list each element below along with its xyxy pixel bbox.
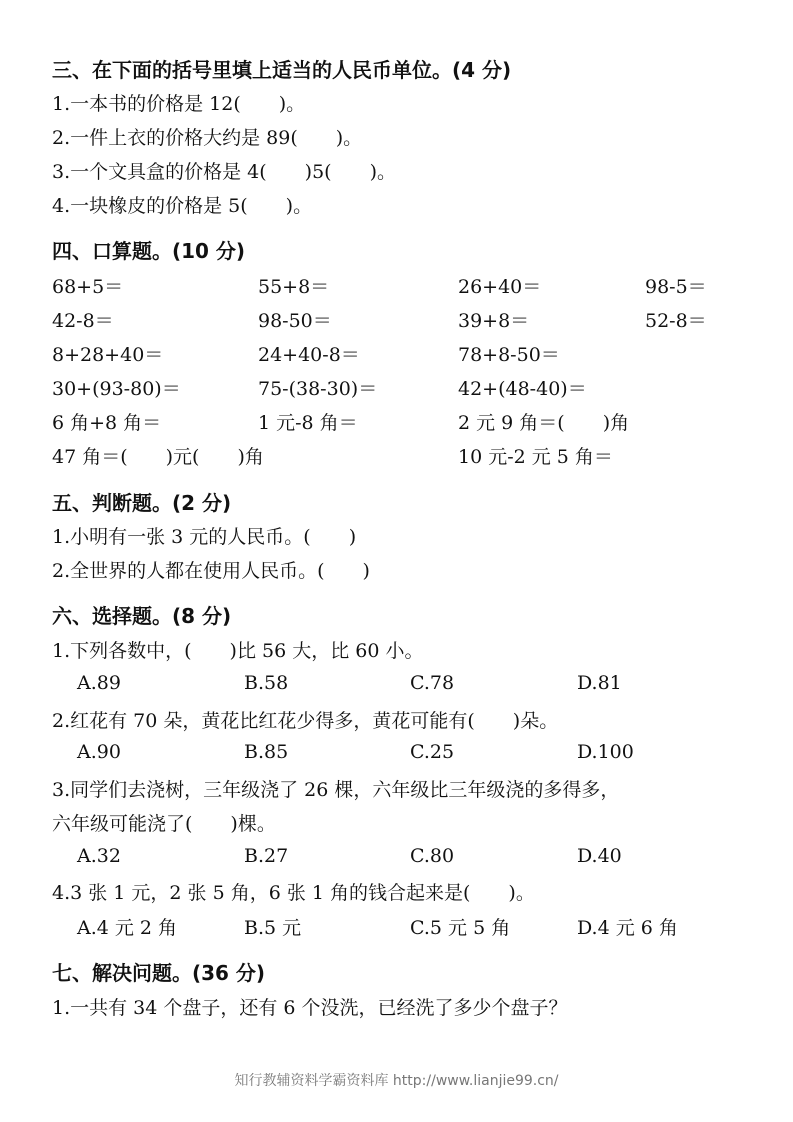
s6-q2-option-b: B.85 xyxy=(244,741,289,763)
s6-q2-option-c: C.25 xyxy=(410,741,455,763)
calc-r1-c1: 68+5＝ xyxy=(52,276,124,298)
s3-item-4: 4.一块橡皮的价格是 5( )。 xyxy=(52,195,313,217)
calc-r2-c1: 42-8＝ xyxy=(52,310,114,332)
calc-r6-c3: 10 元-2 元 5 角＝ xyxy=(458,446,613,468)
calc-r3-c3: 78+8-50＝ xyxy=(458,344,560,366)
s6-q4-option-c: C.5 元 5 角 xyxy=(410,917,511,939)
section-7-title: 七、解决问题。(36 分) xyxy=(52,961,266,985)
s6-q3-option-a: A.32 xyxy=(77,845,121,867)
s5-item-1: 1.小明有一张 3 元的人民币。( ) xyxy=(52,526,357,548)
calc-r4-c1: 30+(93-80)＝ xyxy=(52,378,181,400)
s3-item-3: 3.一个文具盒的价格是 4( )5( )。 xyxy=(52,161,396,183)
calc-r2-c4: 52-8＝ xyxy=(645,310,707,332)
section-5-title: 五、判断题。(2 分) xyxy=(52,491,232,515)
section-3-title: 三、在下面的括号里填上适当的人民币单位。(4 分) xyxy=(52,58,512,82)
calc-r5-c3: 2 元 9 角＝( )角 xyxy=(458,412,630,434)
section-6-title: 六、选择题。(8 分) xyxy=(52,604,232,628)
s6-q4-option-b: B.5 元 xyxy=(244,917,302,939)
s6-q2-text: 2.红花有 70 朵，黄花比红花少得多，黄花可能有( )朵。 xyxy=(52,710,559,732)
s6-q3-option-b: B.27 xyxy=(244,845,289,867)
s6-q1-option-c: C.78 xyxy=(410,672,455,694)
calc-r3-c1: 8+28+40＝ xyxy=(52,344,164,366)
calc-r5-c1: 6 角+8 角＝ xyxy=(52,412,162,434)
s6-q3-text-line2: 六年级可能浇了( )棵。 xyxy=(52,813,276,835)
s6-q2-option-d: D.100 xyxy=(577,741,634,763)
footer-watermark: 知行教辅资料学霸资料库 http://www.lianjie99.cn/ xyxy=(234,1073,559,1089)
s3-item-1: 1.一本书的价格是 12( )。 xyxy=(52,93,306,115)
s6-q4-option-a: A.4 元 2 角 xyxy=(77,917,178,939)
s6-q4-option-d: D.4 元 6 角 xyxy=(577,917,678,939)
calc-r5-c2: 1 元-8 角＝ xyxy=(258,412,358,434)
calc-r4-c2: 75-(38-30)＝ xyxy=(258,378,378,400)
s6-q4-text: 4.3 张 1 元，2 张 5 角，6 张 1 角的钱合起来是( )。 xyxy=(52,882,535,904)
calc-r2-c2: 98-50＝ xyxy=(258,310,332,332)
s6-q1-text: 1.下列各数中，( )比 56 大，比 60 小。 xyxy=(52,640,424,662)
calc-r1-c3: 26+40＝ xyxy=(458,276,542,298)
calc-r6-c1: 47 角＝( )元( )角 xyxy=(52,446,264,468)
s6-q1-option-a: A.89 xyxy=(77,672,121,694)
calc-r3-c2: 24+40-8＝ xyxy=(258,344,360,366)
s3-item-2: 2.一件上衣的价格大约是 89( )。 xyxy=(52,127,363,149)
calc-r4-c3: 42+(48-40)＝ xyxy=(458,378,587,400)
calc-r1-c4: 98-5＝ xyxy=(645,276,707,298)
s6-q3-option-c: C.80 xyxy=(410,845,455,867)
s6-q2-option-a: A.90 xyxy=(77,741,121,763)
s7-item-1: 1.一共有 34 个盘子，还有 6 个没洗，已经洗了多少个盘子？ xyxy=(52,997,568,1019)
s6-q1-option-d: D.81 xyxy=(577,672,622,694)
calc-r1-c2: 55+8＝ xyxy=(258,276,330,298)
s5-item-2: 2.全世界的人都在使用人民币。( ) xyxy=(52,560,370,582)
s6-q1-option-b: B.58 xyxy=(244,672,289,694)
section-4-title: 四、口算题。(10 分) xyxy=(52,239,246,263)
s6-q3-text: 3.同学们去浇树，三年级浇了 26 棵，六年级比三年级浇的多得多， xyxy=(52,779,620,801)
calc-r2-c3: 39+8＝ xyxy=(458,310,530,332)
s6-q3-option-d: D.40 xyxy=(577,845,622,867)
